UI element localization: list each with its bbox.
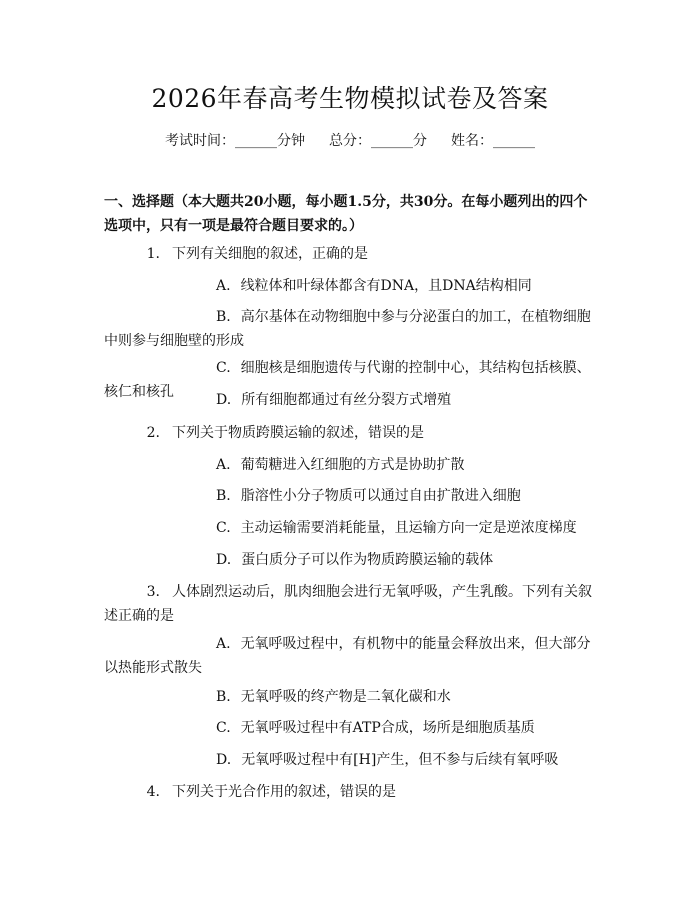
option-text: 线粒体和叶绿体都含有DNA，且DNA结构相同	[240, 278, 532, 294]
option-text: 主动运输需要消耗能量，且运输方向一定是逆浓度梯度	[240, 520, 577, 536]
question-2-option-d	[104, 548, 596, 572]
option-letter: C.	[216, 720, 231, 736]
question-number: 3.	[146, 584, 160, 600]
question-3-option-c	[104, 716, 596, 740]
question-3-option-b	[104, 685, 596, 709]
option-letter: B.	[216, 689, 231, 705]
question-1-option-b	[104, 305, 596, 353]
option-letter: C.	[216, 360, 231, 376]
option-letter: C.	[216, 520, 231, 536]
option-letter: A.	[216, 278, 231, 294]
question-stem: 人体剧烈运动后，肌肉细胞会进行无氧呼吸，产生乳酸。下列有关叙述正确的是	[104, 584, 592, 624]
question-2-option-c	[104, 516, 596, 540]
question-1-option-a	[104, 274, 596, 298]
option-letter: A.	[216, 457, 231, 473]
section-heading: 一、选择题（本大题共20小题，每小题1.5分，共30分。在每小题列出的四个选项中，只有一项是最符合题目要求的。）	[104, 194, 588, 234]
question-2	[104, 421, 596, 445]
option-text: 葡萄糖进入红细胞的方式是协助扩散	[240, 457, 465, 473]
question-3-option-a	[104, 632, 596, 680]
total-score-field: 总分：______分	[329, 133, 427, 149]
option-text: 所有细胞都通过有丝分裂方式增殖	[241, 392, 452, 408]
question-2-option-a	[104, 453, 596, 477]
question-4	[104, 780, 596, 804]
question-1-option-d	[104, 388, 596, 412]
question-2-option-b	[104, 484, 596, 508]
question-stem: 下列有关细胞的叙述，正确的是	[172, 246, 368, 262]
option-text: 无氧呼吸的终产物是二氧化碳和水	[240, 689, 451, 705]
option-text: 无氧呼吸过程中有[H]产生，但不参与后续有氧呼吸	[241, 752, 559, 768]
page-title: 2026年春高考生物模拟试卷及答案	[151, 84, 549, 113]
question-1	[104, 242, 596, 266]
student-name-field: 姓名：______	[451, 133, 535, 149]
question-number: 2.	[146, 425, 160, 441]
option-letter: A.	[216, 636, 231, 652]
question-number: 1.	[146, 246, 160, 262]
option-letter: B.	[216, 309, 231, 325]
exam-meta	[0, 131, 700, 151]
option-text: 高尔基体在动物细胞中参与分泌蛋白的加工，在植物细胞中则参与细胞壁的形成	[104, 309, 591, 349]
option-text: 无氧呼吸过程中，有机物中的能量会释放出来，但大部分以热能形式散失	[104, 636, 591, 676]
option-letter: D.	[216, 392, 232, 408]
option-text: 蛋白质分子可以作为物质跨膜运输的载体	[241, 552, 494, 568]
option-text: 脂溶性小分子物质可以通过自由扩散进入细胞	[240, 488, 521, 504]
option-letter: B.	[216, 488, 231, 504]
question-stem: 下列关于光合作用的叙述，错误的是	[172, 784, 396, 800]
option-letter: D.	[216, 552, 232, 568]
exam-time-field: 考试时间：______分钟	[165, 133, 305, 149]
question-stem: 下列关于物质跨膜运输的叙述，错误的是	[172, 425, 424, 441]
option-text: 细胞核是细胞遗传与代谢的控制中心，其结构包括核膜、核仁和核孔	[104, 360, 591, 400]
question-3	[104, 580, 596, 628]
option-text: 无氧呼吸过程中有ATP合成，场所是细胞质基质	[240, 720, 535, 736]
question-3-option-d	[104, 748, 596, 772]
question-number: 4.	[146, 784, 160, 800]
option-letter: D.	[216, 752, 232, 768]
